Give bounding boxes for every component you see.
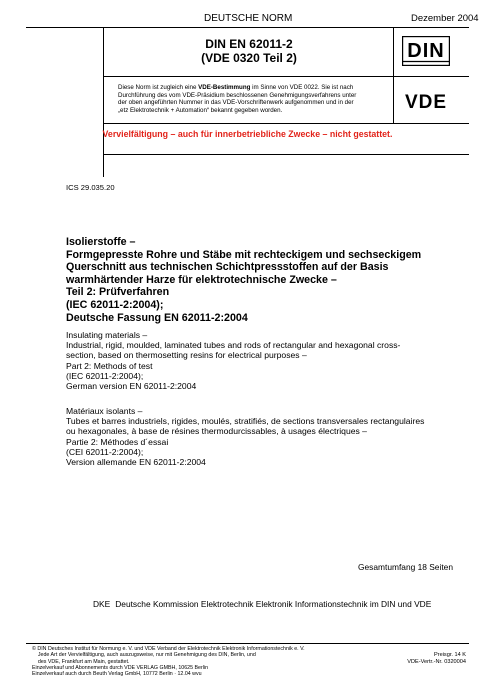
footer-copyright-line: Jede Art der Vervielfältigung, auch auszugsweise, nur mit Genehmigung des DIN, Berlin, und xyxy=(32,652,256,659)
title-german-line: Isolierstoffe – xyxy=(66,236,136,248)
title-german-line: (IEC 62011-2:2004); xyxy=(66,298,164,311)
dke-abbreviation: DKE xyxy=(93,599,111,609)
title-english-line: section, based on thermosetting resins for electrical purposes – xyxy=(66,350,307,361)
footer-copyright-line: © DIN Deutsches Institut für Normung e. V. und VDE Verband der Elektrotechnik Elektronik Informationstechnik e. V. xyxy=(32,646,305,652)
footer-copyright-line: des VDE, Frankfurt am Main, gestattet. xyxy=(32,658,130,665)
title-english-line: Insulating materials – xyxy=(66,330,148,340)
title-german-line: Deutsche Fassung EN 62011-2:2004 xyxy=(66,311,248,324)
din-logo xyxy=(402,36,450,66)
vde-notice xyxy=(118,84,386,114)
title-english-line: German version EN 62011-2:2004 xyxy=(66,381,197,392)
warning-bottom-rule xyxy=(103,154,469,155)
notice-box-right-border xyxy=(393,76,394,123)
title-german-line: Querschnitt aus technischen Schichtpressstoffen auf der Basis xyxy=(66,261,389,274)
vde-logo-graphic xyxy=(397,92,455,110)
title-french-line: ou hexagonales, à base de résines thermodurcissables, à usages électriques – xyxy=(66,426,367,437)
header-date: Dezember 2004 xyxy=(411,13,479,24)
vde-order-number: VDE-Vertr.-Nr. 0320004 xyxy=(407,658,466,665)
footer-copyright xyxy=(32,646,432,677)
dke-line xyxy=(93,599,431,609)
title-english-line: Industrial, rigid, moulded, laminated tubes and rods of rectangular and hexagonal cross- xyxy=(66,340,401,351)
title-french-line: Version allemande EN 62011-2:2004 xyxy=(66,457,206,468)
total-pages: Gesamtumfang 18 Seiten xyxy=(358,562,453,572)
dke-name: Deutsche Kommission Elektrotechnik Elektronik Informationstechnik im DIN und VDE xyxy=(115,599,432,609)
title-box-divider xyxy=(103,76,469,77)
title-english-line: Part 2: Methods of test xyxy=(66,360,153,371)
ics-code: ICS 29.035.20 xyxy=(66,183,115,192)
footer-sales-line: Einzelverkauf auch durch Beuth Verlag GmbH, 10772 Berlin · 12.04 wvu xyxy=(32,671,202,678)
title-french-line: (CEI 62011-2:2004); xyxy=(66,446,144,457)
title-german-line: Teil 2: Prüfverfahren xyxy=(66,286,170,299)
title-box-right-border xyxy=(393,27,394,76)
vde-logo xyxy=(397,92,455,110)
notice-box-bottom-rule xyxy=(103,123,469,124)
title-french-line: Tubes et barres industriels, rigides, moulés, stratifiés, de sections transversales rectangulaires xyxy=(66,416,425,427)
title-french-line: Partie 2: Méthodes d´essai xyxy=(66,436,169,447)
notice-line-1: Diese Norm ist zugleich eine VDE-Bestimmung im Sinne von VDE 0022. Sie ist nach xyxy=(118,84,354,91)
notice-line-4: „etz Elektrotechnik + Automation“ bekannt gegeben worden. xyxy=(118,106,283,114)
din-logo-graphic xyxy=(402,36,450,66)
header-rule xyxy=(26,27,469,28)
header-standard-type: DEUTSCHE NORM xyxy=(204,13,293,24)
title-english xyxy=(66,330,461,391)
svg-text:DIN: DIN xyxy=(407,40,445,62)
title-english-line: (IEC 62011-2:2004); xyxy=(66,370,144,381)
notice-line-3: der oben angeführten Nummer in das VDE-Vorschriftenwerk aufgenommen und in der xyxy=(118,99,354,107)
footer-price-info xyxy=(402,652,466,665)
document-number-vde: (VDE 0320 Teil 2) xyxy=(201,51,297,65)
title-french xyxy=(66,406,461,467)
reproduction-warning: Vervielfältigung – auch für innerbetriebliche Zwecke – nicht gestattet. xyxy=(102,129,393,139)
title-french-line: Matériaux isolants – xyxy=(66,406,143,416)
footer-sales-line: Einzelverkauf und Abonnements durch VDE VERLAG GMBH, 10625 Berlin xyxy=(32,664,209,671)
title-german xyxy=(66,236,461,324)
title-german-line: warmhärtender Harze für elektrotechnische Zwecke – xyxy=(66,273,337,286)
svg-text:VDE: VDE xyxy=(404,92,448,110)
title-german-line: Formgepresste Rohre und Stäbe mit rechteckigem und sechseckigem xyxy=(66,248,422,261)
price-group: Preisgr. 14 K xyxy=(433,652,466,658)
footer-rule xyxy=(26,643,469,644)
document-number-din: DIN EN 62011-2 xyxy=(205,37,293,51)
document-number xyxy=(110,37,388,65)
notice-line-2: Durchführung des vom VDE-Präsidium beschlossenen Genehmigungsverfahrens unter xyxy=(118,91,357,99)
